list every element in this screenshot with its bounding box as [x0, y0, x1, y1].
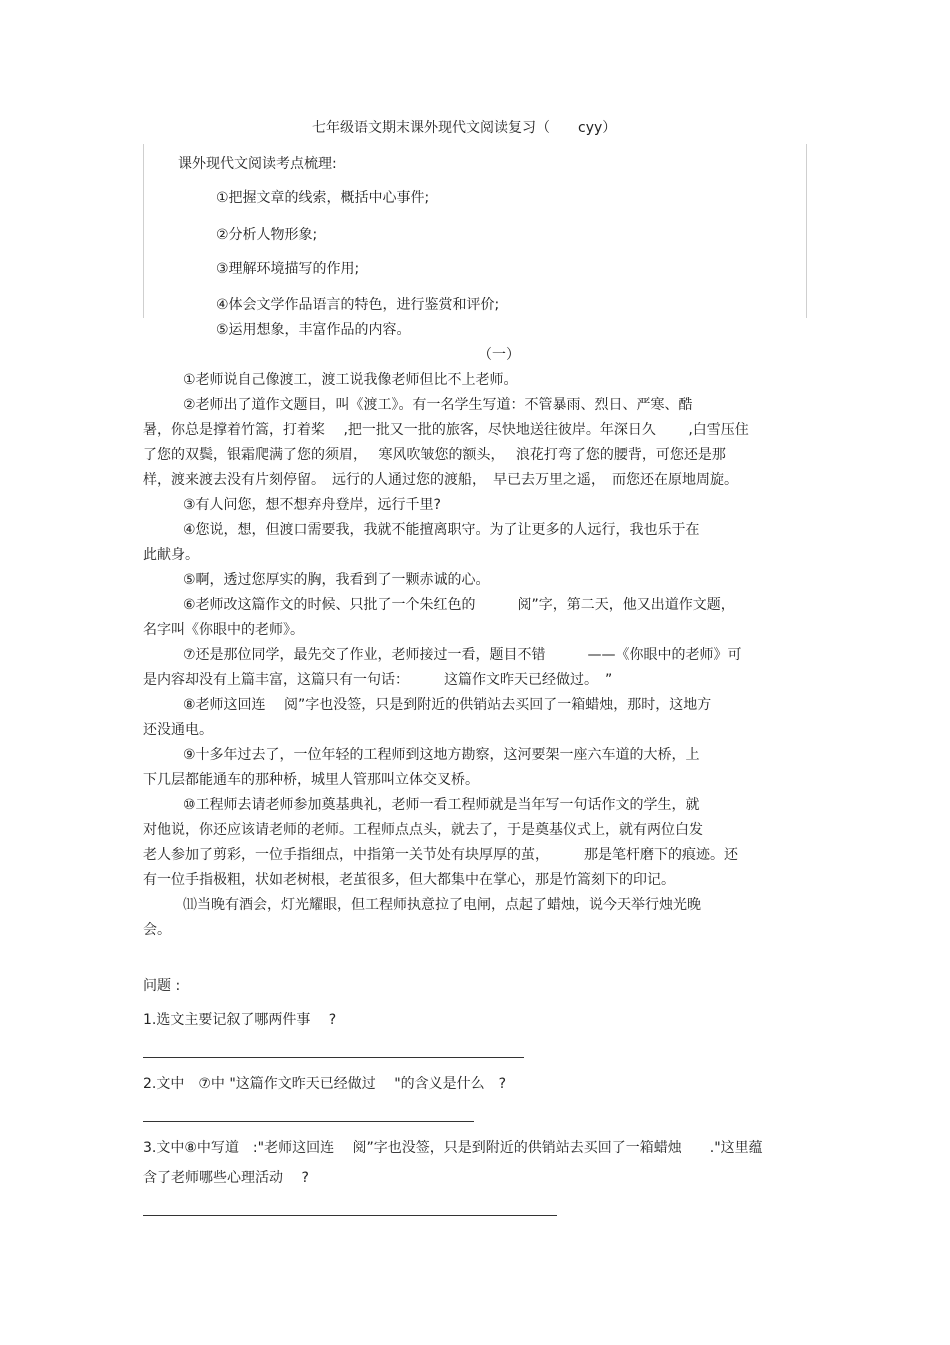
passage-line: 此献身。	[143, 547, 199, 563]
passage-line: 还没通电。	[143, 722, 213, 738]
answer-line-3[interactable]	[143, 1215, 557, 1216]
passage-line: 对他说，你还应该请老师的老师。工程师点点头，就去了，于是奠基仪式上，就有两位白发	[143, 822, 703, 838]
passage-line: 了您的双鬓，银霜爬满了您的须眉， 寒风吹皱您的额头， 浪花打弯了您的腰背，可您还是那	[143, 447, 726, 463]
review-box-left-border	[143, 144, 144, 318]
review-point: ⑤运用想象，丰富作品的内容。	[216, 322, 411, 338]
passage-line: ⑤啊，透过您厚实的胸，我看到了一颗赤诚的心。	[183, 572, 490, 588]
passage-line: 样，渡来渡去没有片刻停留。 远行的人通过您的渡船， 早已去万里之遥， 而您还在原地周旋。	[143, 472, 738, 488]
question-3-continued: 含了老师哪些心理活动 ?	[143, 1170, 309, 1186]
passage-line: ①老师说自己像渡工，渡工说我像老师但比不上老师。	[183, 372, 518, 388]
questions-heading: 问题 :	[143, 978, 181, 994]
passage-line: 有一位手指极粗，状如老树根，老茧很多，但大都集中在掌心，那是竹篙刻下的印记。	[143, 872, 675, 888]
passage-line: ⑥老师改这篇作文的时候、只批了一个朱红色的 阅”字，第二天，他又出道作文题，	[183, 597, 735, 613]
review-point: ③理解环境描写的作用;	[216, 261, 360, 277]
passage-line: ⑾当晚有酒会，灯光耀眼，但工程师执意拉了电闸，点起了蜡烛，说今天举行烛光晚	[183, 897, 701, 913]
passage-line: ⑨十多年过去了，一位年轻的工程师到这地方勘察，这河要架一座六车道的大桥，上	[183, 747, 700, 763]
question-2: 2.文中 ⑦中 "这篇作文昨天已经做过 "的含义是什么 ?	[143, 1076, 507, 1092]
passage-line: 会。	[143, 922, 171, 938]
passage-line: 老人参加了剪彩，一位手指细点，中指第一关节处有块厚厚的茧， 那是笔杆磨下的痕迹。还	[143, 847, 738, 863]
passage-line: ②老师出了道作文题目，叫《渡工》。有一名学生写道：不管暴雨、烈日、严寒、酷	[183, 397, 693, 413]
question-3: 3.文中⑧中写道 :"老师这回连 阅”字也没签，只是到附近的供销站去买回了一箱蜡烛 ."这里蕴	[143, 1140, 763, 1156]
passage-line: ⑦还是那位同学，最先交了作业，老师接过一看，题目不错 ——《你眼中的老师》可	[183, 647, 742, 663]
passage-line: 下几层都能通车的那种桥，城里人管那叫立体交叉桥。	[143, 772, 479, 788]
answer-line-1[interactable]	[143, 1057, 524, 1058]
passage-line: ③有人问您，想不想弃舟登岸，远行千里?	[183, 497, 441, 513]
review-box-right-border	[806, 144, 807, 318]
passage-line: ⑩工程师去请老师参加奠基典礼，老师一看工程师就是当年写一句话作文的学生，就	[183, 797, 700, 813]
passage-line: 名字叫《你眼中的老师》。	[143, 622, 304, 638]
passage-line: 是内容却没有上篇丰富，这篇只有一句话： 这篇作文昨天已经做过。 ”	[143, 672, 613, 688]
review-point: ①把握文章的线索，概括中心事件;	[216, 190, 430, 206]
review-heading: 课外现代文阅读考点梳理:	[178, 156, 337, 172]
page-title: 七年级语文期末课外现代文阅读复习（ cyy）	[312, 120, 617, 136]
section-marker: （一）	[478, 347, 520, 363]
review-point: ④体会文学作品语言的特色，进行鉴赏和评价;	[216, 297, 500, 313]
answer-line-2[interactable]	[143, 1121, 474, 1122]
question-1: 1.选文主要记叙了哪两件事 ?	[143, 1012, 337, 1028]
passage-line: ⑧老师这回连 阅”字也没签，只是到附近的供销站去买回了一箱蜡烛，那时，这地方	[183, 697, 712, 713]
review-point: ②分析人物形象;	[216, 227, 318, 243]
passage-line: 暑，你总是撑着竹篙，打着桨 ,把一批又一批的旅客，尽快地送往彼岸。年深日久 ,白雪压住	[143, 422, 749, 438]
passage-line: ④您说，想，但渡口需要我，我就不能擅离职守。为了让更多的人远行，我也乐于在	[183, 522, 700, 538]
